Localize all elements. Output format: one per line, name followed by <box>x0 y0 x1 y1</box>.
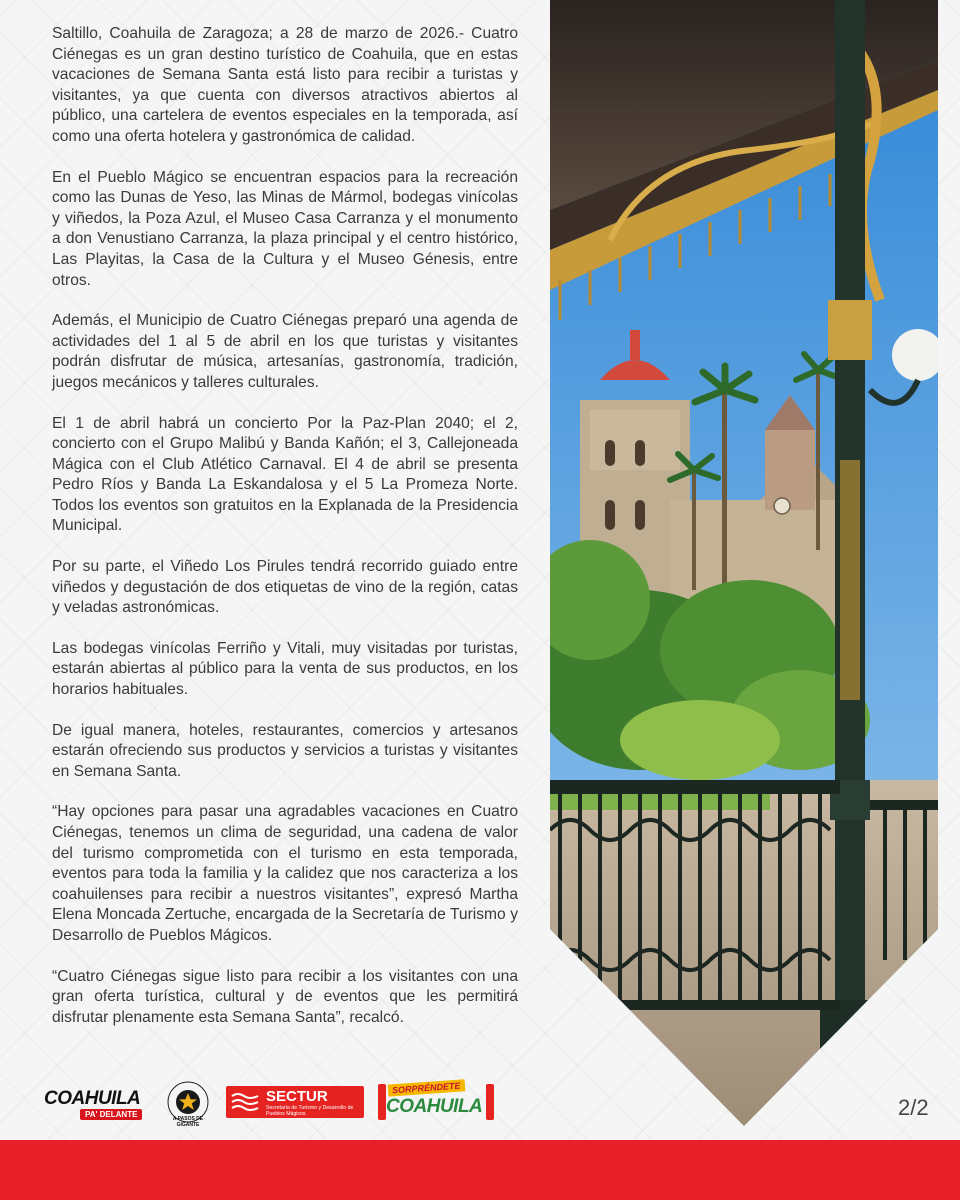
logo-sorprendete-coahuila <box>380 1082 496 1122</box>
sponsor-logos <box>44 1080 504 1128</box>
page-number: 2/2 <box>898 1095 929 1120</box>
paragraph-quote-official: “Hay opciones para pasar una agradables vacaciones en Cuatro Ciénegas, tenemos un clima de seguridad, una cadena de valor del turismo comprometida con el turismo en esta temporada, eventos para toda la familia y la calidez que nos caracteriza a los coahuilenses para recibir a nuestros visitantes”, expresó Martha Elena Moncada Zertuche, encargada de la Secretaría de Turismo y Desarrollo de Pueblos Mágicos. <box>52 803 518 944</box>
photo-illustration <box>550 0 938 1126</box>
logo-sectur-description: Secretaría de Turismo y Desarrollo de Pueblos Mágicos <box>266 1105 354 1117</box>
kiosk-church-photo <box>550 0 938 1126</box>
logo-coahuila <box>44 1088 152 1118</box>
logo-sorprendete-top: SORPRÉNDETE <box>388 1079 465 1096</box>
press-release-article <box>52 24 518 1048</box>
sectur-wave-icon <box>230 1090 260 1114</box>
logo-pasos-text: A PASOS DE GIGANTE <box>172 1116 204 1128</box>
paragraph-wineries: Las bodegas vinícolas Ferriño y Vitali, muy visitadas por turistas, estarán abiertas al público para la venta de sus productos, en los horarios habituales. <box>52 639 518 699</box>
logo-sorprendete-right-mark <box>486 1084 494 1120</box>
logo-sectur <box>226 1086 364 1118</box>
logo-coahuila-word: COAHUILA <box>44 1088 141 1109</box>
paragraph-attractions: En el Pueblo Mágico se encuentran espacios para la recreación como las Dunas de Yeso, las Minas de Mármol, bodegas vinícolas y viñedos, la Poza Azul, el Museo Casa Carranza y el monumento a don Venustiano Carranza, la plaza principal y el centro histórico, Las Playitas, la Casa de la Cultura y el Museo Génesis, entre otros. <box>52 168 518 289</box>
footer-bar <box>0 1140 960 1200</box>
paragraph-agenda: Además, el Municipio de Cuatro Ciénegas preparó una agenda de actividades del 1 al 5 de abril en los que turistas y visitantes podrán disfrutar de música, artesanías, gastronomía, tradición, juegos mecánicos y talleres culturales. <box>52 312 518 391</box>
paragraph-events: El 1 de abril habrá un concierto Por la Paz-Plan 2040; el 2, concierto con el Grupo Malibú y Banda Kañón; el 3, Callejoneada Mágica con el Club Atlético Carnaval. El 4 de abril se presenta Pedro Ríos y Banda La Eskandalosa y el 5 La Promeza Norte. Todos los eventos son gratuitos en la Explanada de la Presidencia Municipal. <box>52 414 518 535</box>
logo-sorprendete-left-mark <box>378 1084 386 1120</box>
paragraph-businesses: De igual manera, hoteles, restaurantes, comercios y artesanos estarán ofreciendo sus productos y servicios a turistas y visitantes en Semana Santa. <box>52 721 518 780</box>
logo-coahuila-tagline: PA' DELANTE <box>80 1109 142 1120</box>
logo-sorprendete-main: COAHUILA <box>386 1096 483 1117</box>
paragraph-quote-closing: “Cuatro Ciénegas sigue listo para recibir a los visitantes con una gran oferta turística, cultural y de eventos que les permitirá disfrutar plenamente esta Semana Santa”, recalcó. <box>52 967 518 1026</box>
logo-sectur-name: SECTUR <box>266 1088 328 1105</box>
paragraph-vineyard: Por su parte, el Viñedo Los Pirules tendrá recorrido guiado entre viñedos y degustación de dos etiquetas de vino de la región, catas y veladas astronómicas. <box>52 558 518 617</box>
paragraph-intro: Saltillo, Coahuila de Zaragoza; a 28 de marzo de 2026.- Cuatro Ciénegas es un gran destino turístico de Coahuila, que en estas vacaciones de Semana Santa está listo para recibir a turistas y visitantes, ya que cuenta con diversos atractivos abiertos al público, una cartelera de eventos especiales en la temporada, así como una oferta hotelera y gastronómica de calidad. <box>52 25 518 145</box>
logo-a-pasos-de-gigante <box>166 1080 210 1128</box>
